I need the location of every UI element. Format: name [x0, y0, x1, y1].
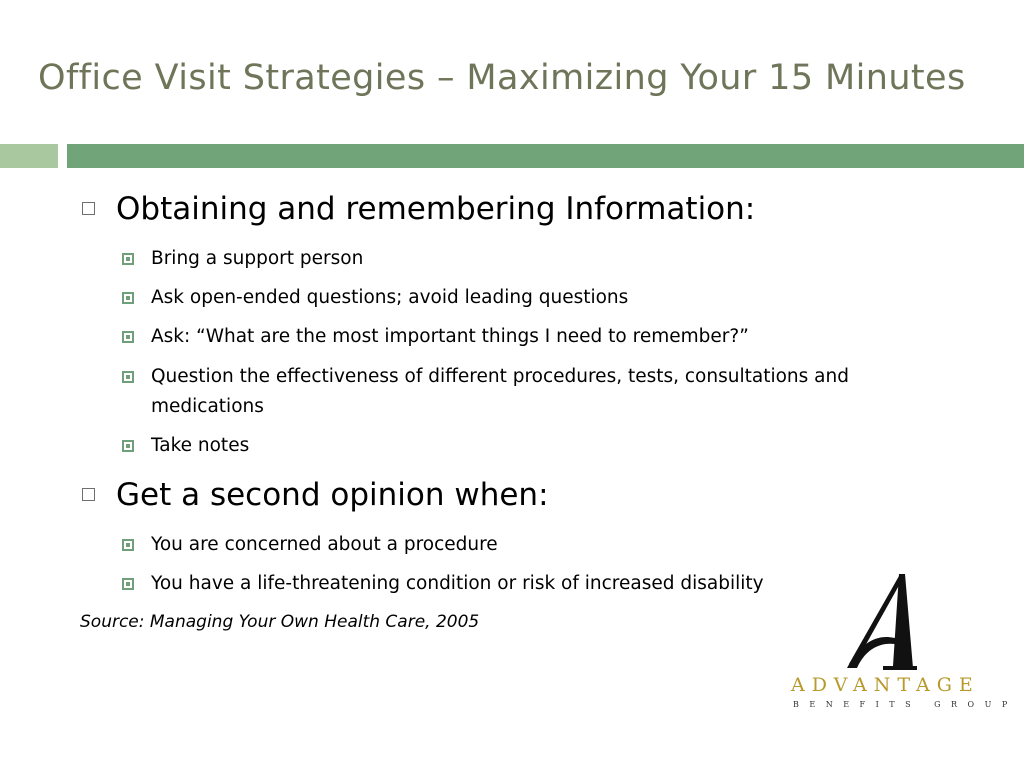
list-item-text: Ask open-ended questions; avoid leading questions: [151, 287, 629, 308]
slide-title: Office Visit Strategies – Maximizing Your 15 Minutes: [38, 58, 966, 98]
logo-a-mark-icon: [843, 572, 923, 674]
list-item-text: You are concerned about a procedure: [151, 534, 498, 555]
list-item: [122, 244, 912, 274]
filled-square-icon: [122, 253, 134, 265]
list-item: [122, 530, 912, 560]
logo-wordmark: ADVANTAGE: [791, 674, 980, 696]
list-item: [122, 283, 912, 313]
list-item: [122, 362, 912, 422]
filled-square-icon: [122, 371, 134, 383]
title-divider-accent: [0, 144, 58, 168]
section-heading-text: Obtaining and remembering Information:: [116, 191, 756, 227]
filled-square-icon: [122, 331, 134, 343]
logo-subtitle: BENEFITS GROUP: [793, 700, 1018, 709]
title-divider-bar: [67, 144, 1024, 168]
filled-square-icon: [122, 578, 134, 590]
list-item-text: Bring a support person: [151, 248, 364, 269]
list-item-text: You have a life-threatening condition or risk of increased disability: [151, 573, 764, 594]
list-item-text: Question the effectiveness of different procedures, tests, consultations and medications: [151, 366, 849, 417]
list-item: [122, 322, 912, 352]
list-item-text: Ask: “What are the most important things I need to remember?”: [151, 326, 749, 347]
list-item-text: Take notes: [151, 435, 250, 456]
filled-square-icon: [122, 539, 134, 551]
filled-square-icon: [122, 440, 134, 452]
list-item: [122, 431, 912, 461]
section-heading-text: Get a second opinion when:: [116, 477, 549, 513]
source-citation: Source: Managing Your Own Health Care, 2005: [80, 612, 480, 632]
advantage-benefits-logo: [785, 572, 1018, 712]
hollow-square-icon: [82, 202, 95, 215]
hollow-square-icon: [82, 488, 95, 501]
filled-square-icon: [122, 292, 134, 304]
